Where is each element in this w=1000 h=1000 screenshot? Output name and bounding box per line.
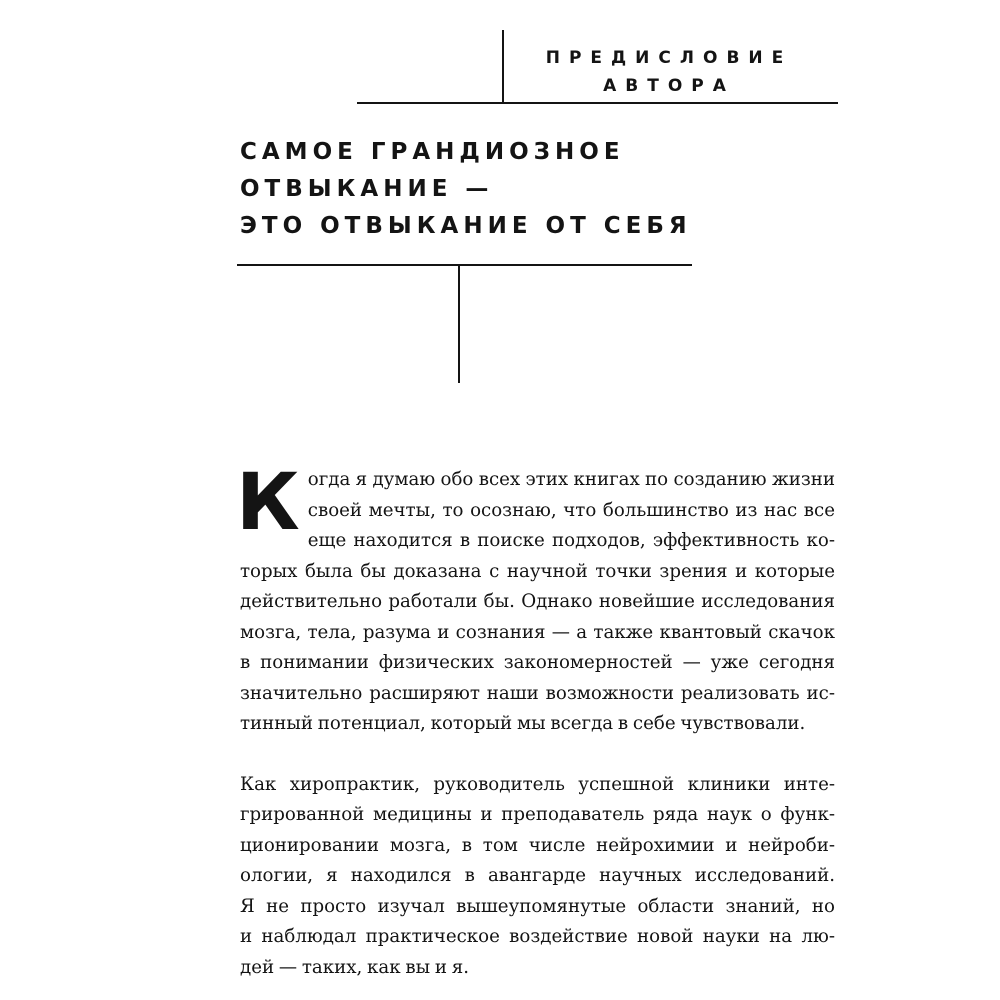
paragraph-1-line: тинный потенциал, который мы всегда в себе чувствовали. — [240, 713, 806, 734]
paragraph-1-line: еще находится в поиске подходов, эффективность ко- — [307, 530, 835, 551]
paragraph-2-line: и наблюдал практическое воздействие новой науки на лю- — [240, 926, 835, 947]
paragraph-1-line: значительно расширяют наши возможности реализовать ис- — [240, 682, 835, 704]
chapter-title — [240, 134, 800, 245]
paragraph-2-line: ологии, я находился в авангарде научных исследований. — [240, 865, 835, 886]
body-text — [236, 458, 835, 983]
chapter-title-line2: ОТВЫКАНИЕ — — [240, 176, 494, 202]
section-label — [505, 44, 833, 100]
header-vertical-rule — [502, 30, 504, 103]
section-label-line1: ПРЕДИСЛОВИЕ — [545, 48, 793, 68]
paragraph-1-line: своей мечты, то осознаю, что большинство из нас все — [307, 499, 835, 521]
drop-cap: К — [236, 458, 300, 548]
paragraph-2-line: Как хиропрактик, руководитель успешной клиники инте- — [240, 773, 835, 795]
paragraph-2 — [240, 770, 835, 984]
header-horizontal-rule — [357, 102, 838, 104]
paragraph-1-line: огда я думаю обо всех этих книгах по созданию жизни — [307, 469, 835, 490]
paragraph-2-line: грированной медицины и преподаватель ряда наук о функ- — [240, 804, 835, 825]
section-label-line2: АВТОРА — [603, 76, 735, 96]
paragraph-2-line: ционировании мозга, в том числе нейрохимии и нейроби- — [240, 834, 835, 856]
paragraph-1-line: мозга, тела, разума и сознания — а также квантовый скачок — [240, 621, 835, 643]
chapter-title-line1: САМОЕ ГРАНДИОЗНОЕ — [240, 139, 625, 165]
title-horizontal-rule — [237, 264, 692, 266]
paragraph-2-line: Я не просто изучал вышеупомянутые области знаний, но — [240, 895, 835, 917]
paragraph-1-line: торых была бы доказана с научной точки зрения и которые — [240, 560, 835, 582]
paragraph-1 — [236, 458, 835, 740]
chapter-title-line3: ЭТО ОТВЫКАНИЕ ОТ СЕБЯ — [240, 213, 692, 239]
title-vertical-rule — [458, 265, 460, 383]
paragraph-1-line: в понимании физических закономерностей — уже сегодня — [240, 652, 835, 673]
paragraph-2-line: дей — таких, как вы и я. — [240, 956, 470, 978]
paragraph-1-line: действительно работали бы. Однако новейшие исследования — [240, 591, 835, 612]
